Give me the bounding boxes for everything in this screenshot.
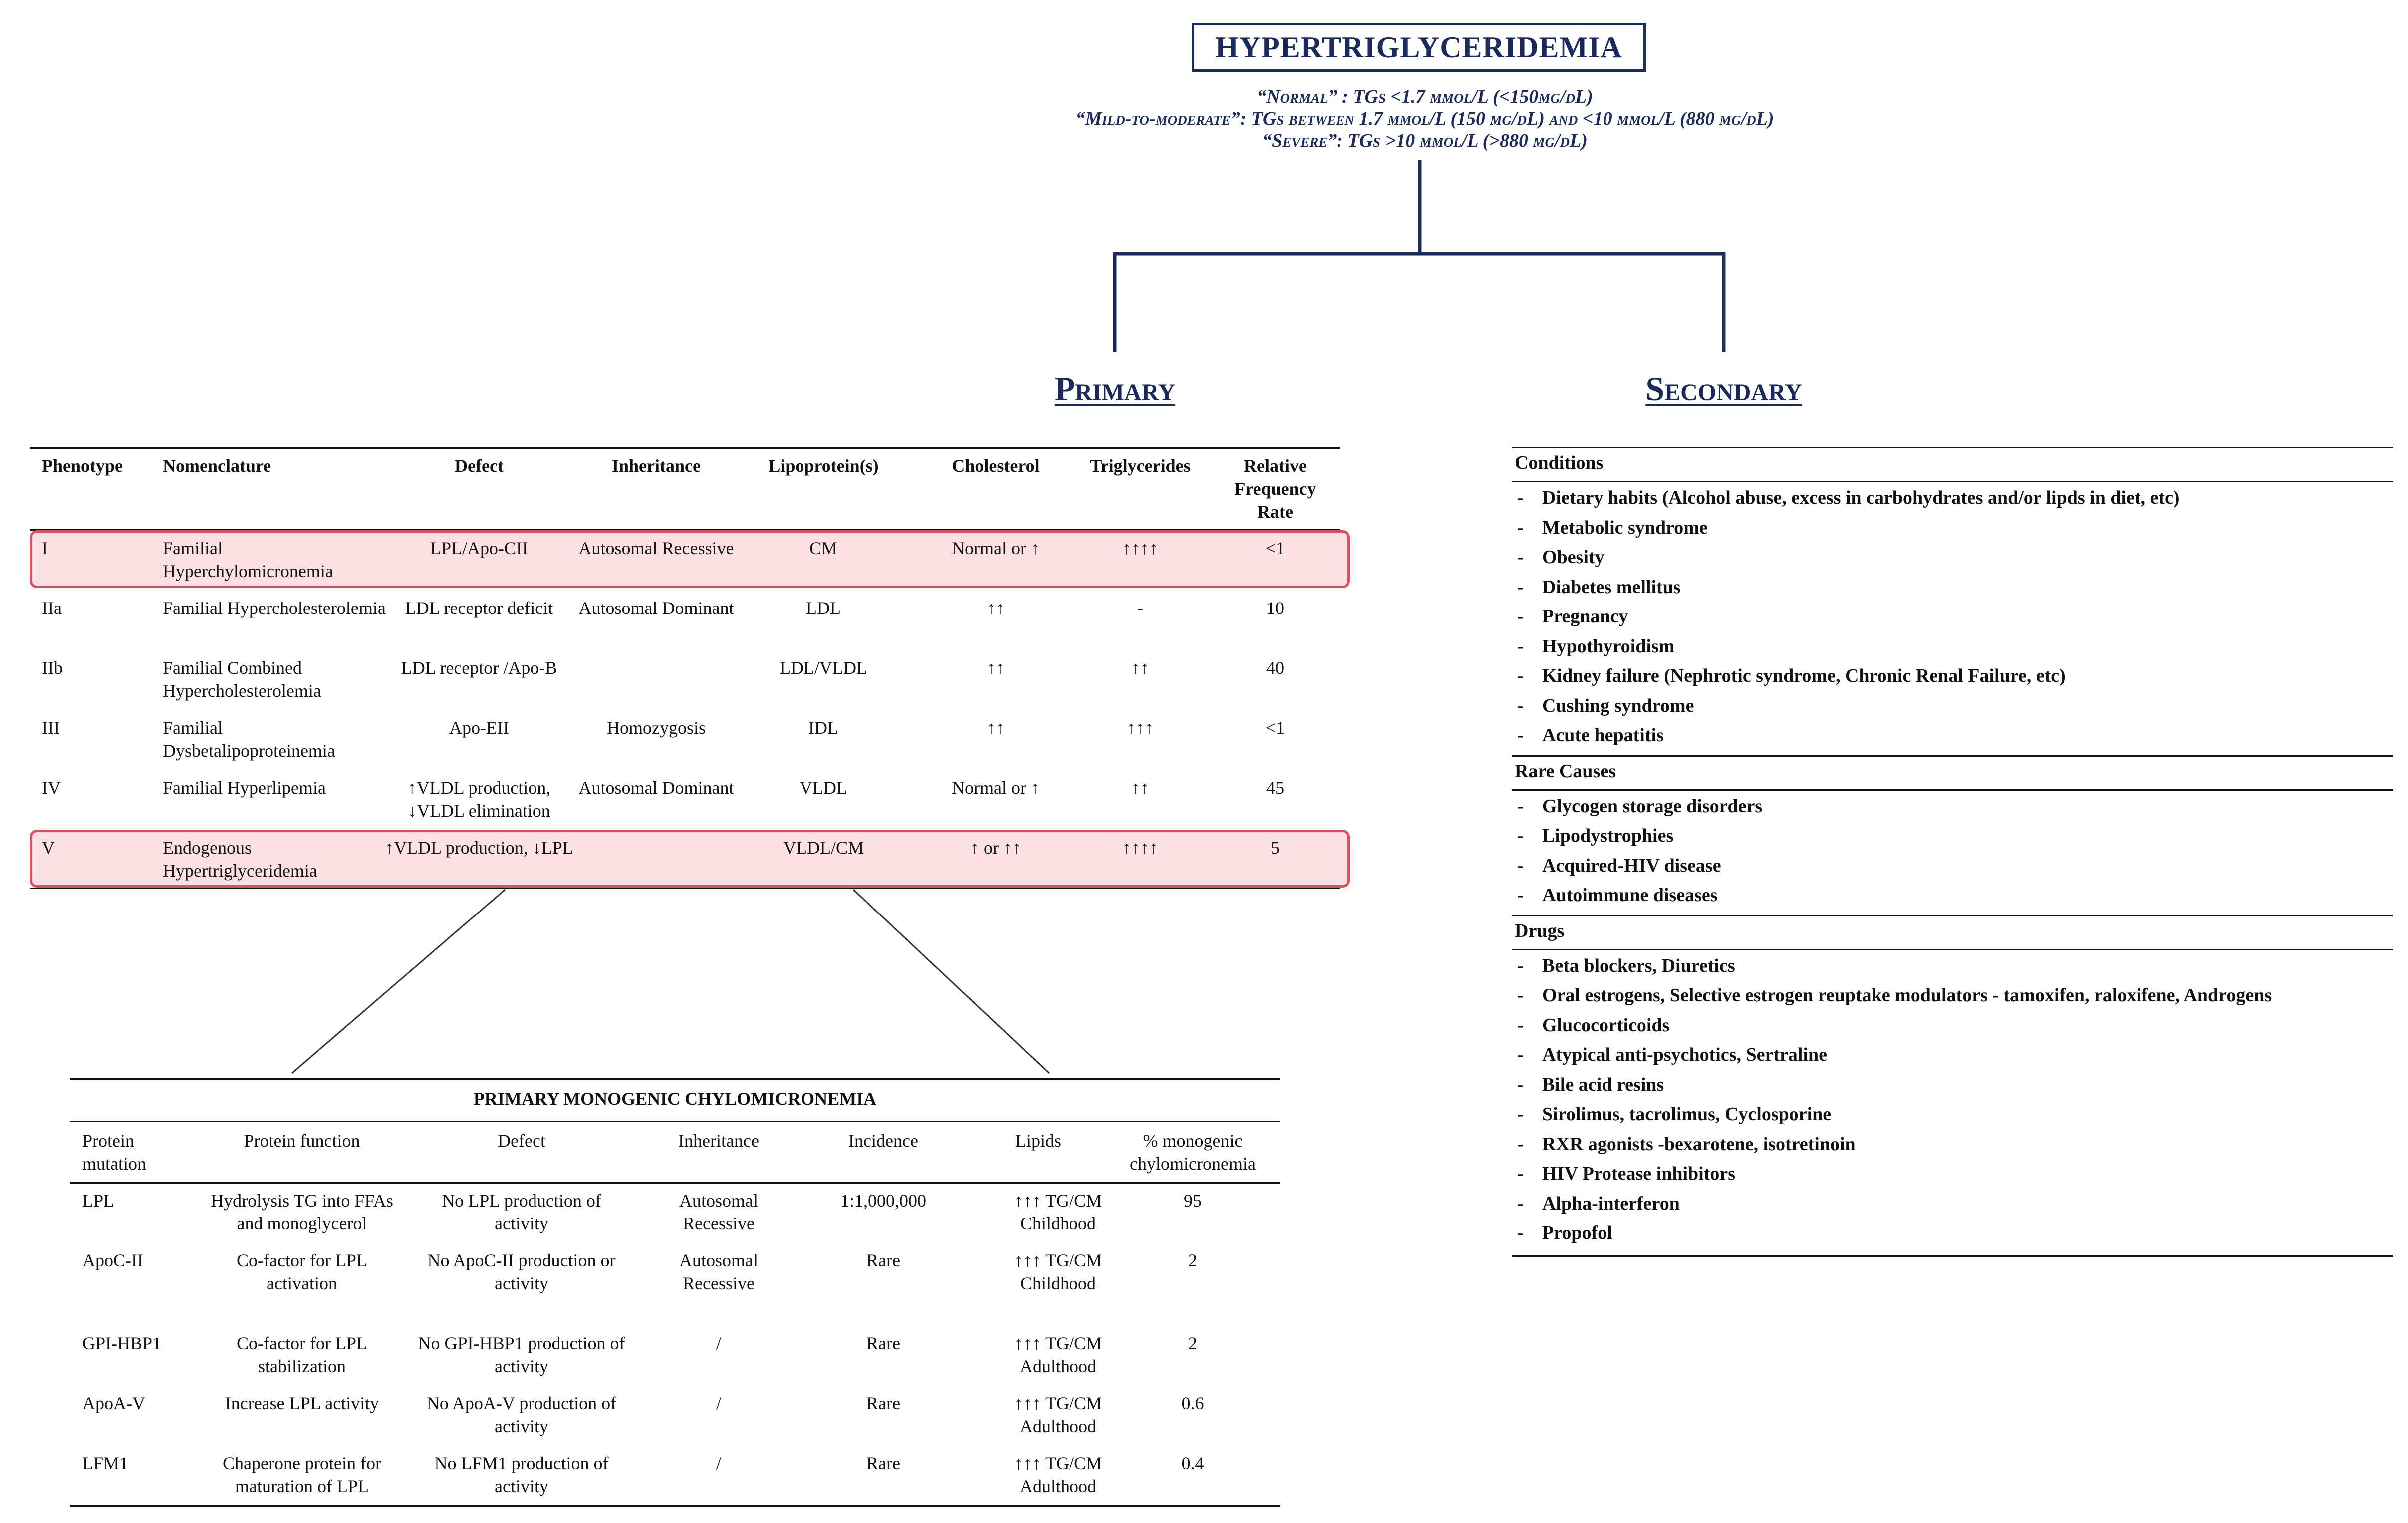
monogenic-cell-function: Co-factor for LPL stabilization [237, 1333, 367, 1376]
secondary-item [1517, 1014, 1669, 1036]
bullet-dash: - [1517, 855, 1524, 876]
monogenic-cell-lipids: ↑↑↑ TG/CM Childhood [1014, 1250, 1102, 1293]
zoom-line-right [853, 890, 1049, 1073]
primary-cell-lipoprotein: LDL/VLDL [780, 658, 867, 678]
monogenic-cell-lipids: ↑↑↑ TG/CM Childhood [1014, 1191, 1102, 1233]
secondary-item [1517, 606, 1628, 627]
bullet-dash: - [1517, 1193, 1524, 1214]
monogenic-cell-protein: ApoA-V [82, 1393, 145, 1413]
mcol-protein-function: Protein function [244, 1131, 360, 1151]
secondary-section-conditions: Conditions [1515, 452, 1604, 473]
bullet-dash: - [1517, 1163, 1524, 1184]
secondary-item-label: Beta blockers, Diuretics [1542, 955, 1735, 976]
bullet-dash: - [1517, 885, 1524, 906]
secondary-item-label: Pregnancy [1542, 606, 1628, 627]
secondary-heading: Secondary [1645, 370, 1802, 408]
monogenic-cell-percent: 0.6 [1181, 1393, 1204, 1413]
monogenic-cell-incidence: Rare [866, 1250, 900, 1270]
primary-cell-cholesterol: Normal or ↑ [952, 538, 1040, 558]
primary-cell-defect: LDL receptor /Apo-B [401, 658, 557, 678]
monogenic-cell-function: Increase LPL activity [225, 1393, 379, 1413]
primary-cell-nomenclature: Endogenous Hypertriglyceridemia [163, 838, 317, 881]
bullet-dash: - [1517, 725, 1524, 746]
secondary-item-label: Glycogen storage disorders [1542, 795, 1763, 817]
primary-cell-phenotype: III [42, 718, 60, 738]
secondary-item-label: Acute hepatitis [1542, 725, 1664, 746]
secondary-item [1517, 517, 1708, 539]
monogenic-cell-incidence: Rare [866, 1453, 900, 1473]
monogenic-cell-function: Co-factor for LPL activation [237, 1250, 367, 1293]
secondary-item-label: Autoimmune diseases [1542, 885, 1718, 906]
col-frequency: Relative Frequency Rate [1234, 456, 1316, 522]
secondary-item-label: Metabolic syndrome [1542, 517, 1708, 538]
monogenic-cell-incidence: 1:1,000,000 [840, 1191, 926, 1211]
secondary-item [1517, 1222, 1612, 1244]
monogenic-table-bottom-rule [70, 1505, 1280, 1507]
secondary-item-label: Alpha-interferon [1542, 1193, 1680, 1214]
secondary-bottom-rule [1512, 1255, 2393, 1257]
bullet-dash: - [1517, 547, 1524, 568]
bullet-dash: - [1517, 985, 1524, 1006]
primary-cell-triglycerides: ↑↑↑↑ [1122, 538, 1158, 558]
bullet-dash: - [1517, 635, 1524, 657]
primary-cell-inheritance: Homozygosis [607, 718, 706, 738]
monogenic-cell-protein: GPI-HBP1 [82, 1333, 162, 1353]
secondary-item [1517, 487, 2180, 509]
primary-cell-triglycerides: ↑↑ [1131, 658, 1149, 678]
mcol-lipids: Lipids [1015, 1131, 1061, 1151]
secondary-item [1517, 1133, 1856, 1155]
secondary-item-label: Cushing syndrome [1542, 695, 1694, 716]
primary-cell-lipoprotein: CM [809, 538, 838, 558]
secondary-item [1517, 795, 1762, 817]
col-triglycerides: Triglycerides [1090, 456, 1191, 476]
secondary-section-rare-causes: Rare Causes [1515, 760, 1616, 782]
secondary-item [1517, 724, 1664, 746]
primary-cell-lipoprotein: IDL [808, 718, 838, 738]
primary-cell-phenotype: V [42, 838, 55, 858]
col-inheritance: Inheritance [612, 456, 701, 476]
bullet-dash: - [1517, 576, 1524, 598]
monogenic-cell-protein: LFM1 [82, 1453, 129, 1473]
col-defect: Defect [455, 456, 504, 476]
monogenic-cell-protein: LPL [82, 1191, 115, 1211]
secondary-section-header-rule [1512, 949, 2393, 950]
bullet-dash: - [1517, 665, 1524, 686]
definition-severe: “Severe”: TGs >10 mmol/L (>880 mg/dL) [1262, 130, 1588, 151]
primary-cell-nomenclature: Familial Hyperlipemia [163, 778, 326, 798]
secondary-item-label: HIV Protease inhibitors [1542, 1163, 1736, 1184]
primary-cell-inheritance: Autosomal Dominant [578, 778, 734, 798]
monogenic-cell-percent: 2 [1188, 1250, 1197, 1270]
zoom-line-left [292, 890, 505, 1073]
secondary-item [1517, 855, 1721, 877]
primary-cell-frequency: 5 [1271, 838, 1280, 858]
primary-cell-triglycerides: ↑↑↑↑ [1122, 838, 1158, 858]
monogenic-cell-inheritance: Autosomal Recessive [679, 1250, 758, 1293]
secondary-section-header-rule [1512, 481, 2393, 482]
secondary-section-rule [1512, 915, 2393, 916]
col-lipoproteins: Lipoprotein(s) [768, 456, 879, 476]
secondary-item-label: Oral estrogens, Selective estrogen reuptake modulators - tamoxifen, raloxifene, Androgens [1542, 985, 2272, 1006]
col-phenotype: Phenotype [42, 456, 123, 476]
primary-cell-nomenclature: Familial Hypercholesterolemia [163, 598, 386, 618]
secondary-item [1517, 1074, 1664, 1096]
monogenic-cell-incidence: Rare [866, 1333, 900, 1353]
primary-table-top-rule [30, 447, 1340, 449]
primary-cell-defect: ↑VLDL production, ↓VLDL elimination [407, 778, 551, 821]
primary-cell-frequency: 45 [1266, 778, 1284, 798]
primary-cell-defect: Apo-EII [449, 718, 509, 738]
primary-cell-cholesterol: ↑↑ [987, 598, 1005, 618]
primary-cell-lipoprotein: VLDL [800, 778, 847, 798]
monogenic-cell-lipids: ↑↑↑ TG/CM Adulthood [1014, 1393, 1102, 1436]
monogenic-cell-inheritance: / [716, 1393, 721, 1413]
secondary-item [1517, 825, 1673, 847]
col-nomenclature: Nomenclature [163, 456, 271, 476]
primary-cell-phenotype: IIb [42, 658, 63, 678]
secondary-item [1517, 1044, 1827, 1066]
secondary-item-label: Kidney failure (Nephrotic syndrome, Chronic Renal Failure, etc) [1542, 665, 2066, 686]
secondary-section-rule [1512, 447, 2393, 448]
primary-cell-phenotype: IIa [42, 598, 62, 618]
secondary-item [1517, 884, 1718, 906]
col-cholesterol: Cholesterol [952, 456, 1040, 476]
primary-cell-phenotype: I [42, 538, 48, 558]
monogenic-cell-defect: No LFM1 production of activity [434, 1453, 609, 1496]
primary-cell-frequency: 40 [1266, 658, 1284, 678]
monogenic-cell-inheritance: / [716, 1453, 721, 1473]
primary-cell-frequency: <1 [1265, 538, 1285, 558]
secondary-item [1517, 1163, 1735, 1185]
secondary-item-label: Propofol [1542, 1222, 1612, 1243]
secondary-item [1517, 1103, 1831, 1125]
monogenic-header-rule [70, 1182, 1280, 1184]
bullet-dash: - [1517, 1044, 1524, 1065]
secondary-section-drugs: Drugs [1515, 920, 1565, 941]
definition-mild-moderate: “Mild-to-moderate”: TGs between 1.7 mmol/L (150 mg/dL) and <10 mmol/L (880 mg/dL) [1075, 108, 1774, 129]
secondary-section-rule [1512, 755, 2393, 757]
monogenic-table-title: PRIMARY MONOGENIC CHYLOMICRONEMIA [473, 1089, 877, 1109]
primary-cell-lipoprotein: VLDL/CM [783, 838, 864, 858]
primary-cell-nomenclature: Familial Combined Hypercholesterolemia [163, 658, 321, 701]
secondary-item-label: Dietary habits (Alcohol abuse, excess in carbohydrates and/or lipds in diet, etc) [1542, 487, 2180, 508]
secondary-item-label: Obesity [1542, 547, 1605, 568]
primary-cell-defect: LPL/Apo-CII [430, 538, 528, 558]
secondary-item [1517, 955, 1735, 977]
primary-table-bottom-rule [30, 888, 1340, 889]
monogenic-cell-defect: No LPL production of activity [442, 1191, 601, 1233]
primary-cell-nomenclature: Familial Hyperchylomicronemia [163, 538, 333, 581]
monogenic-cell-percent: 0.4 [1181, 1453, 1204, 1473]
secondary-item [1517, 576, 1681, 598]
bullet-dash: - [1517, 955, 1524, 976]
secondary-item [1517, 546, 1605, 568]
monogenic-cell-defect: No ApoA-V production of activity [426, 1393, 617, 1436]
secondary-section-header-rule [1512, 789, 2393, 791]
bullet-dash: - [1517, 695, 1524, 716]
secondary-item [1517, 635, 1674, 657]
bullet-dash: - [1517, 606, 1524, 627]
primary-cell-cholesterol: ↑↑ [987, 718, 1005, 738]
monogenic-cell-percent: 2 [1188, 1333, 1197, 1353]
primary-cell-triglycerides: - [1137, 598, 1143, 618]
bullet-dash: - [1517, 1074, 1524, 1095]
secondary-item [1517, 665, 2066, 687]
secondary-item [1517, 1193, 1680, 1215]
primary-cell-frequency: <1 [1265, 718, 1285, 738]
bullet-dash: - [1517, 795, 1524, 817]
bullet-dash: - [1517, 1222, 1524, 1243]
primary-cell-cholesterol: ↑ or ↑↑ [970, 838, 1021, 858]
definition-normal: “Normal” : TGs <1.7 mmol/L (<150mg/dL) [1257, 86, 1593, 107]
secondary-item-label: Atypical anti-psychotics, Sertraline [1542, 1044, 1828, 1065]
secondary-item-label: Hypothyroidism [1542, 635, 1675, 657]
primary-cell-frequency: 10 [1266, 598, 1284, 618]
secondary-item-label: Lipodystrophies [1542, 825, 1674, 846]
primary-heading: Primary [1054, 370, 1176, 408]
mcol-percent: % monogenic chylomicronemia [1130, 1131, 1256, 1174]
secondary-item [1517, 695, 1694, 717]
monogenic-cell-function: Hydrolysis TG into FFAs and monoglycerol [211, 1191, 393, 1233]
monogenic-cell-incidence: Rare [866, 1393, 900, 1413]
secondary-item [1517, 984, 2272, 1006]
secondary-item-label: Diabetes mellitus [1542, 576, 1681, 598]
mcol-inheritance: Inheritance [678, 1131, 759, 1151]
mcol-protein-mutation: Protein mutation [82, 1131, 146, 1174]
bullet-dash: - [1517, 825, 1524, 846]
monogenic-cell-lipids: ↑↑↑ TG/CM Adulthood [1014, 1453, 1102, 1496]
primary-cell-defect: ↑VLDL production, ↓LPL [385, 838, 573, 858]
primary-cell-cholesterol: Normal or ↑ [952, 778, 1040, 798]
bullet-dash: - [1517, 517, 1524, 538]
primary-cell-triglycerides: ↑↑↑ [1127, 718, 1154, 738]
primary-cell-lipoprotein: LDL [806, 598, 841, 618]
monogenic-table-top-rule [70, 1078, 1280, 1080]
secondary-item-label: Bile acid resins [1542, 1074, 1664, 1095]
secondary-item-label: Sirolimus, tacrolimus, Cyclosporine [1542, 1104, 1832, 1125]
bullet-dash: - [1517, 487, 1524, 508]
monogenic-cell-defect: No GPI-HBP1 production of activity [418, 1333, 625, 1376]
secondary-item-label: Acquired-HIV disease [1542, 855, 1721, 876]
monogenic-cell-inheritance: / [716, 1333, 721, 1353]
monogenic-title-rule [70, 1121, 1280, 1122]
monogenic-cell-defect: No ApoC-II production or activity [427, 1250, 616, 1293]
monogenic-cell-protein: ApoC-II [82, 1250, 143, 1270]
bullet-dash: - [1517, 1133, 1524, 1155]
primary-cell-inheritance: Autosomal Recessive [578, 538, 734, 558]
mcol-defect: Defect [498, 1131, 545, 1151]
monogenic-cell-percent: 95 [1184, 1191, 1202, 1211]
monogenic-cell-function: Chaperone protein for maturation of LPL [223, 1453, 381, 1496]
primary-cell-triglycerides: ↑↑ [1131, 778, 1149, 798]
primary-cell-nomenclature: Familial Dysbetalipoproteinemia [163, 718, 335, 761]
primary-cell-inheritance: Autosomal Dominant [578, 598, 734, 618]
diagram-title: HYPERTRIGLYCERIDEMIA [1192, 23, 1646, 72]
primary-cell-cholesterol: ↑↑ [987, 658, 1005, 678]
mcol-incidence: Incidence [848, 1131, 918, 1151]
monogenic-cell-lipids: ↑↑↑ TG/CM Adulthood [1014, 1333, 1102, 1376]
monogenic-cell-inheritance: Autosomal Recessive [679, 1191, 758, 1233]
secondary-item-label: Glucocorticoids [1542, 1014, 1670, 1036]
secondary-item-label: RXR agonists -bexarotene, isotretinoin [1542, 1133, 1856, 1155]
primary-cell-phenotype: IV [42, 778, 61, 798]
primary-cell-defect: LDL receptor deficit [405, 598, 553, 618]
bullet-dash: - [1517, 1014, 1524, 1036]
bullet-dash: - [1517, 1104, 1524, 1125]
